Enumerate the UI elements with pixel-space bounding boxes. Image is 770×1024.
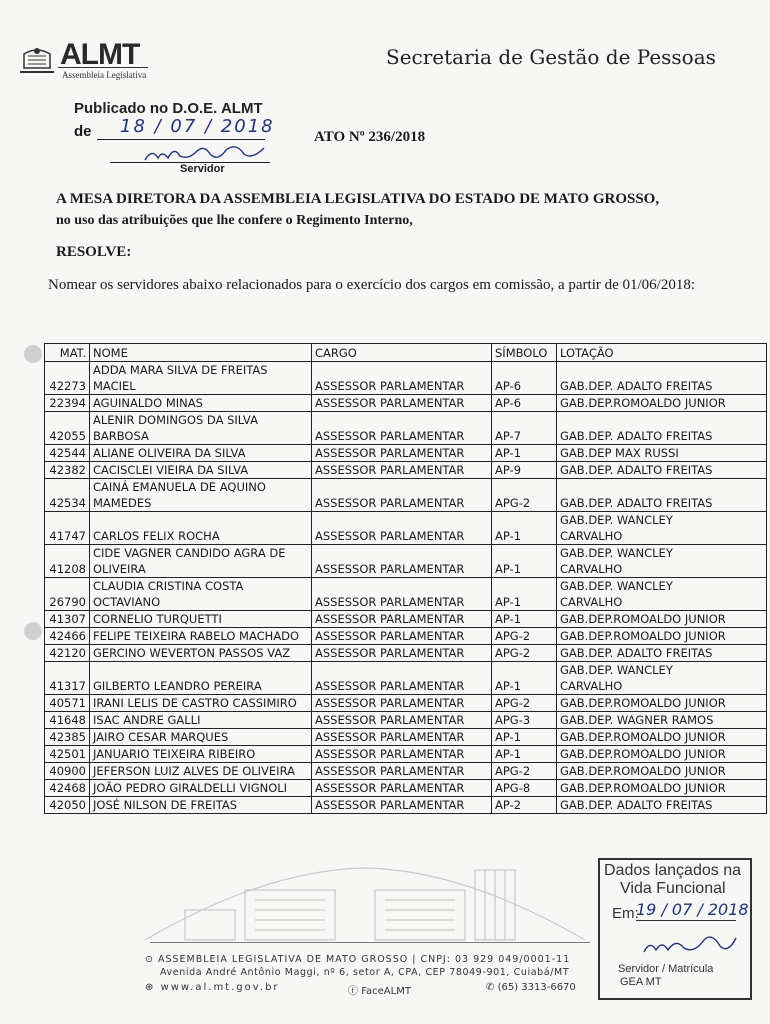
- cell-mat: 42382: [45, 462, 90, 479]
- cell-lotacao: [557, 662, 767, 695]
- phone-icon: ✆: [486, 982, 498, 993]
- cell-simbolo: APG-2: [492, 763, 557, 780]
- table-row: [45, 479, 767, 512]
- table-row: [45, 362, 767, 395]
- cell-lotacao: [557, 695, 767, 712]
- cell-lotacao-line: CARVALHO: [560, 562, 623, 576]
- cell-lotacao-line: GAB.DEP. WANCLEY: [560, 579, 673, 593]
- cell-nome: [90, 578, 312, 611]
- cell-lotacao-line: CARVALHO: [560, 595, 623, 609]
- table-row: [45, 628, 767, 645]
- cell-mat: 42534: [45, 479, 90, 512]
- cell-mat: 40571: [45, 695, 90, 712]
- cell-simbolo: APG-2: [492, 628, 557, 645]
- cell-lotacao-line: GAB.DEP. WAGNER RAMOS: [560, 713, 714, 727]
- cell-lotacao: [557, 578, 767, 611]
- cell-nome-line: CARLOS FELIX ROCHA: [93, 529, 220, 543]
- cell-simbolo: AP-1: [492, 662, 557, 695]
- cell-nome: [90, 445, 312, 462]
- cell-nome: [90, 780, 312, 797]
- registration-stamp-rule: [636, 920, 736, 921]
- cell-simbolo: AP-9: [492, 462, 557, 479]
- cell-lotacao-line: GAB.DEP.ROMOALDO JUNIOR: [560, 781, 726, 795]
- building-illustration: [145, 860, 585, 945]
- cell-simbolo: AP-1: [492, 578, 557, 611]
- table-header-row: [45, 344, 767, 362]
- table-row: [45, 395, 767, 412]
- cell-cargo: ASSESSOR PARLAMENTAR: [312, 712, 492, 729]
- registration-stamp-line2: Vida Funcional: [620, 880, 726, 897]
- cell-mat: 41208: [45, 545, 90, 578]
- cell-nome-line: ALENIR DOMINGOS DA SILVA: [93, 413, 258, 427]
- cell-cargo: ASSESSOR PARLAMENTAR: [312, 797, 492, 814]
- logo-subtitle: Assembleia Legislativa: [62, 70, 147, 80]
- table-row: [45, 545, 767, 578]
- cell-mat: 42050: [45, 797, 90, 814]
- act-number: ATO Nº 236/2018: [314, 129, 426, 145]
- cell-lotacao: [557, 729, 767, 746]
- cell-nome: [90, 362, 312, 395]
- cell-lotacao: [557, 797, 767, 814]
- cell-cargo: ASSESSOR PARLAMENTAR: [312, 746, 492, 763]
- cell-cargo: ASSESSOR PARLAMENTAR: [312, 445, 492, 462]
- footer-facebook[interactable]: ⓕ FaceALMT: [348, 986, 411, 997]
- cell-nome-line: IRANI LELIS DE CASTRO CASSIMIRO: [93, 696, 297, 710]
- cell-mat: 22394: [45, 395, 90, 412]
- cell-nome-line: GERCINO WEVERTON PASSOS VAZ: [93, 646, 291, 660]
- resolve-label: RESOLVE:: [56, 244, 132, 260]
- publication-stamp-date: 18 / 07 / 2018: [120, 116, 275, 137]
- cell-mat: 42468: [45, 780, 90, 797]
- table-row: [45, 797, 767, 814]
- logo-text: ALMT: [60, 38, 140, 71]
- cell-lotacao-line: GAB.DEP. ADALTO FREITAS: [560, 798, 713, 812]
- cell-nome-line: MACIEL: [93, 379, 136, 393]
- cell-cargo: ASSESSOR PARLAMENTAR: [312, 479, 492, 512]
- header-simbolo: SÍMBOLO: [492, 344, 557, 362]
- cell-nome: [90, 746, 312, 763]
- table-row: [45, 445, 767, 462]
- cell-lotacao: [557, 512, 767, 545]
- act-heading: A MESA DIRETORA DA ASSEMBLEIA LEGISLATIVA DO ESTADO DE MATO GROSSO,: [56, 191, 660, 207]
- cell-nome-line: ALIANE OLIVEIRA DA SILVA: [93, 446, 246, 460]
- cell-simbolo: AP-6: [492, 362, 557, 395]
- cell-simbolo: AP-1: [492, 611, 557, 628]
- cell-nome-line: OCTAVIANO: [93, 595, 161, 609]
- cell-lotacao-line: GAB.DEP. WANCLEY: [560, 513, 673, 527]
- cell-nome: [90, 797, 312, 814]
- cell-mat: 41307: [45, 611, 90, 628]
- table-row: [45, 712, 767, 729]
- cell-nome: [90, 662, 312, 695]
- cell-nome-line: JANUARIO TEIXEIRA RIBEIRO: [93, 747, 256, 761]
- footer-address-line2: Avenida André Antônio Maggi, nº 6, setor A, CPA, CEP 78049-901, Cuiabá/MT: [160, 967, 570, 978]
- registration-stamp-servidor: Servidor / Matrícula: [618, 963, 714, 975]
- cell-nome-line: CORNELIO TURQUETTI: [93, 612, 222, 626]
- registration-stamp-line1: Dados lançados na: [604, 862, 741, 879]
- cell-cargo: ASSESSOR PARLAMENTAR: [312, 462, 492, 479]
- cell-lotacao: [557, 645, 767, 662]
- cell-lotacao: [557, 628, 767, 645]
- table-row: [45, 662, 767, 695]
- cell-mat: 40900: [45, 763, 90, 780]
- cell-cargo: ASSESSOR PARLAMENTAR: [312, 412, 492, 445]
- department-title: Secretaria de Gestão de Pessoas: [386, 45, 716, 69]
- cell-mat: 42385: [45, 729, 90, 746]
- cell-lotacao-line: GAB.DEP. WANCLEY: [560, 663, 673, 677]
- cell-mat: 26790: [45, 578, 90, 611]
- globe-icon: ⊕: [145, 982, 161, 993]
- act-body: Nomear os servidores abaixo relacionados para o exercício dos cargos em comissão, a partir de 01/06/2018:: [48, 277, 696, 293]
- header-cargo: CARGO: [312, 344, 492, 362]
- cell-lotacao: [557, 395, 767, 412]
- publication-stamp-title: Publicado no D.O.E. ALMT: [74, 100, 263, 117]
- act-heading-continued: no uso das atribuições que lhe confere o Regimento Interno,: [56, 213, 413, 228]
- cell-lotacao-line: GAB.DEP MAX RUSSI: [560, 446, 679, 460]
- cell-nome-line: JOSÉ NILSON DE FREITAS: [93, 798, 238, 812]
- cell-lotacao: [557, 763, 767, 780]
- cell-cargo: ASSESSOR PARLAMENTAR: [312, 611, 492, 628]
- cell-simbolo: AP-1: [492, 545, 557, 578]
- registration-stamp-em: Em:: [612, 905, 639, 922]
- cell-lotacao-line: GAB.DEP.ROMOALDO JUNIOR: [560, 747, 726, 761]
- cell-nome-line: CAINÁ EMANUELA DE AQUINO: [93, 480, 266, 494]
- cell-nome: [90, 628, 312, 645]
- footer-phone: ✆ (65) 3313-6670: [486, 982, 576, 993]
- cell-nome-line: MAMEDES: [93, 496, 152, 510]
- cell-lotacao-line: CARVALHO: [560, 529, 623, 543]
- cell-lotacao-line: GAB.DEP. WANCLEY: [560, 546, 673, 560]
- cell-nome-line: ADDA MARA SILVA DE FREITAS: [93, 363, 268, 377]
- cell-mat: 41317: [45, 662, 90, 695]
- cell-nome-line: OLIVEIRA: [93, 562, 146, 576]
- cell-nome: [90, 462, 312, 479]
- table-row: [45, 611, 767, 628]
- cell-mat: 42055: [45, 412, 90, 445]
- cell-nome-line: CACISCLEI VIEIRA DA SILVA: [93, 463, 249, 477]
- cell-nome-line: CLAUDIA CRISTINA COSTA: [93, 579, 244, 593]
- cell-cargo: ASSESSOR PARLAMENTAR: [312, 362, 492, 395]
- header-nome: NOME: [90, 344, 312, 362]
- cell-mat: 42120: [45, 645, 90, 662]
- signature-icon: [640, 930, 740, 960]
- cell-lotacao-line: GAB.DEP. ADALTO FREITAS: [560, 463, 713, 477]
- cell-cargo: ASSESSOR PARLAMENTAR: [312, 395, 492, 412]
- cell-cargo: ASSESSOR PARLAMENTAR: [312, 695, 492, 712]
- cell-nome: [90, 695, 312, 712]
- cell-simbolo: APG-3: [492, 712, 557, 729]
- cell-nome: [90, 412, 312, 445]
- cell-nome: [90, 763, 312, 780]
- footer-website[interactable]: ⊕ www.al.mt.gov.br: [145, 982, 280, 993]
- publication-stamp-role: Servidor: [180, 163, 225, 175]
- table-row: [45, 695, 767, 712]
- cell-simbolo: AP-1: [492, 729, 557, 746]
- cell-simbolo: APG-8: [492, 780, 557, 797]
- punch-hole: [24, 622, 42, 640]
- registration-stamp-date: 19 / 07 / 2018: [636, 900, 749, 919]
- table-row: [45, 729, 767, 746]
- table-row: [45, 746, 767, 763]
- cell-lotacao-line: GAB.DEP. ADALTO FREITAS: [560, 379, 713, 393]
- table-row: [45, 512, 767, 545]
- publication-stamp-de: de: [74, 123, 92, 140]
- cell-cargo: ASSESSOR PARLAMENTAR: [312, 545, 492, 578]
- location-pin-icon: ⊙: [145, 954, 158, 965]
- coat-of-arms-icon: [20, 46, 54, 76]
- cell-nome: [90, 729, 312, 746]
- cell-cargo: ASSESSOR PARLAMENTAR: [312, 628, 492, 645]
- appointments-table: [44, 343, 767, 814]
- footer-address-line1: ⊙ ASSEMBLEIA LEGISLATIVA DE MATO GROSSO | CNPJ: 03 929 049/0001-11: [145, 954, 571, 965]
- table-row: [45, 462, 767, 479]
- cell-cargo: ASSESSOR PARLAMENTAR: [312, 578, 492, 611]
- cell-lotacao-line: GAB.DEP.ROMOALDO JUNIOR: [560, 764, 726, 778]
- cell-lotacao-line: GAB.DEP.ROMOALDO JUNIOR: [560, 396, 726, 410]
- facebook-icon: ⓕ: [348, 986, 362, 997]
- header-mat: MAT.: [45, 344, 90, 362]
- cell-lotacao-line: GAB.DEP.ROMOALDO JUNIOR: [560, 730, 726, 744]
- cell-cargo: ASSESSOR PARLAMENTAR: [312, 645, 492, 662]
- cell-simbolo: APG-2: [492, 479, 557, 512]
- cell-nome: [90, 545, 312, 578]
- table-row: [45, 645, 767, 662]
- table-row: [45, 780, 767, 797]
- cell-simbolo: AP-1: [492, 445, 557, 462]
- cell-lotacao-line: GAB.DEP. ADALTO FREITAS: [560, 646, 713, 660]
- cell-lotacao: [557, 780, 767, 797]
- cell-lotacao: [557, 611, 767, 628]
- cell-nome: [90, 479, 312, 512]
- cell-nome-line: GILBERTO LEANDRO PEREIRA: [93, 679, 262, 693]
- cell-lotacao-line: GAB.DEP. ADALTO FREITAS: [560, 496, 713, 510]
- cell-nome-line: JAIRO CESAR MARQUES: [93, 730, 229, 744]
- cell-nome: [90, 512, 312, 545]
- cell-lotacao-line: GAB.DEP.ROMOALDO JUNIOR: [560, 612, 726, 626]
- cell-cargo: ASSESSOR PARLAMENTAR: [312, 780, 492, 797]
- cell-nome: [90, 712, 312, 729]
- cell-mat: 41747: [45, 512, 90, 545]
- cell-lotacao-line: GAB.DEP.ROMOALDO JUNIOR: [560, 629, 726, 643]
- cell-lotacao: [557, 412, 767, 445]
- cell-simbolo: AP-6: [492, 395, 557, 412]
- cell-lotacao: [557, 545, 767, 578]
- cell-cargo: ASSESSOR PARLAMENTAR: [312, 729, 492, 746]
- cell-lotacao: [557, 362, 767, 395]
- cell-lotacao: [557, 479, 767, 512]
- cell-lotacao: [557, 746, 767, 763]
- cell-mat: 42501: [45, 746, 90, 763]
- cell-mat: 41648: [45, 712, 90, 729]
- cell-nome-line: ISAC ANDRE GALLI: [93, 713, 201, 727]
- cell-nome-line: CIDE VAGNER CANDIDO AGRA DE: [93, 546, 286, 560]
- cell-nome: [90, 395, 312, 412]
- cell-nome-line: FELIPE TEIXEIRA RABELO MACHADO: [93, 629, 300, 643]
- cell-nome-line: AGUINALDO MINAS: [93, 396, 203, 410]
- cell-lotacao-line: GAB.DEP.ROMOALDO JUNIOR: [560, 696, 726, 710]
- cell-nome-line: JOÃO PEDRO GIRALDELLI VIGNOLI: [93, 781, 288, 795]
- cell-cargo: ASSESSOR PARLAMENTAR: [312, 512, 492, 545]
- header-lotacao: LOTAÇÃO: [557, 344, 767, 362]
- cell-simbolo: AP-1: [492, 512, 557, 545]
- cell-nome-line: JEFERSON LUIZ ALVES DE OLIVEIRA: [93, 764, 295, 778]
- cell-nome: [90, 611, 312, 628]
- cell-simbolo: APG-2: [492, 645, 557, 662]
- cell-lotacao-line: CARVALHO: [560, 679, 623, 693]
- cell-simbolo: AP-7: [492, 412, 557, 445]
- cell-cargo: ASSESSOR PARLAMENTAR: [312, 763, 492, 780]
- cell-mat: 42544: [45, 445, 90, 462]
- table-row: [45, 763, 767, 780]
- cell-simbolo: AP-2: [492, 797, 557, 814]
- punch-hole: [24, 345, 42, 363]
- cell-cargo: ASSESSOR PARLAMENTAR: [312, 662, 492, 695]
- logo-rule: [58, 67, 148, 68]
- footer-rule: [150, 942, 590, 943]
- cell-simbolo: AP-1: [492, 746, 557, 763]
- cell-lotacao-line: GAB.DEP. ADALTO FREITAS: [560, 429, 713, 443]
- table-row: [45, 578, 767, 611]
- registration-stamp-gea: GEA MT: [620, 976, 662, 988]
- cell-simbolo: APG-2: [492, 695, 557, 712]
- cell-mat: 42273: [45, 362, 90, 395]
- cell-mat: 42466: [45, 628, 90, 645]
- cell-lotacao: [557, 462, 767, 479]
- cell-lotacao: [557, 712, 767, 729]
- cell-lotacao: [557, 445, 767, 462]
- cell-nome-line: BARBOSA: [93, 429, 149, 443]
- cell-nome: [90, 645, 312, 662]
- table-row: [45, 412, 767, 445]
